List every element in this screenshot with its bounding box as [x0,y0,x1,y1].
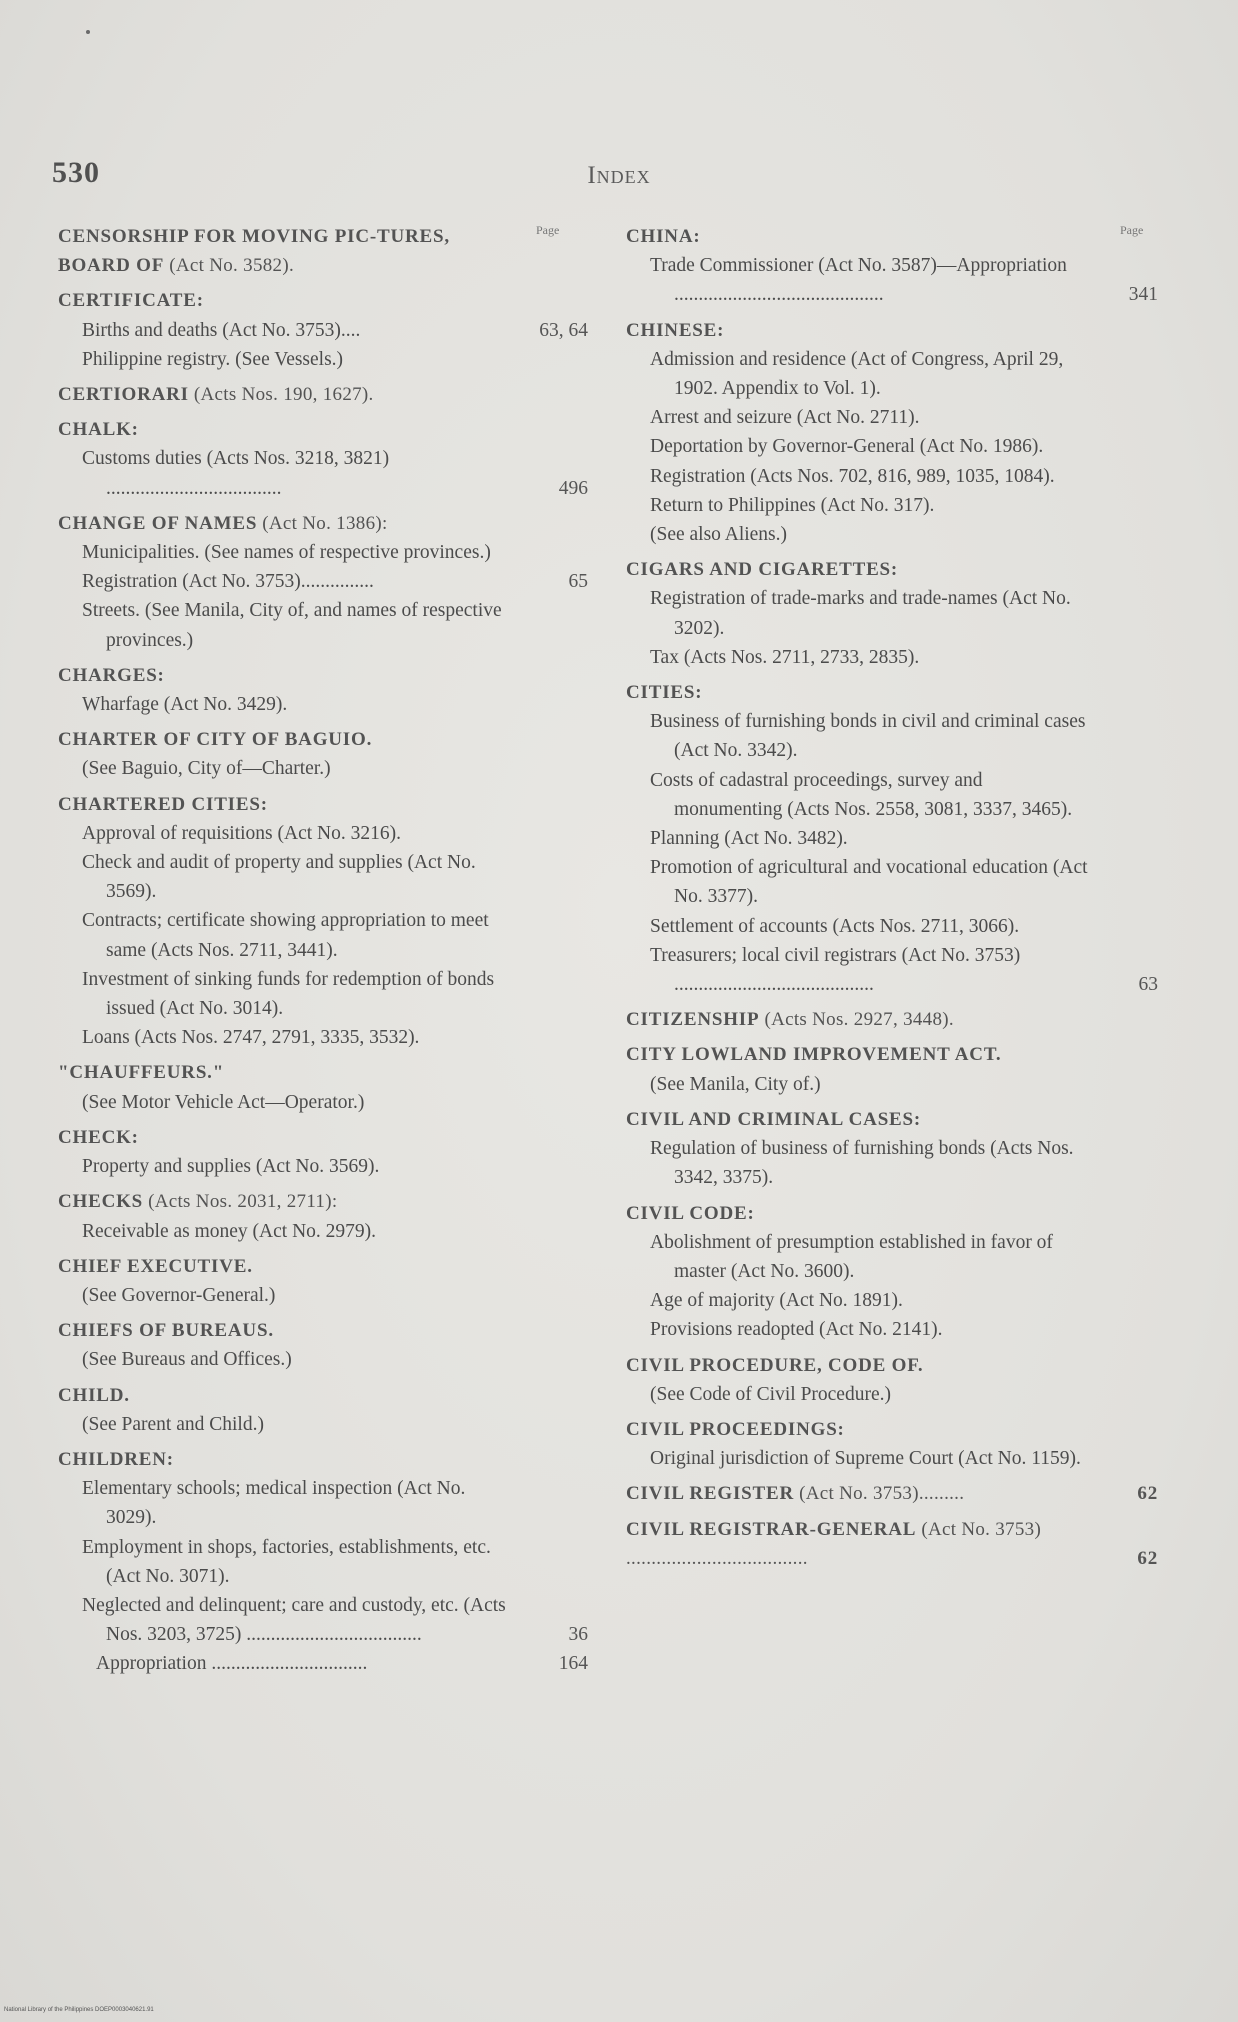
page-reference: 341 [1128,284,1158,306]
entry-text: Registration (Acts Nos. 702, 816, 989, 1035, 1084). [650,465,1055,487]
entry-text: (See also Aliens.) [650,524,788,546]
index-subentry [58,567,588,596]
entry-text: Wharfage (Act No. 3429). [82,694,288,716]
index-heading [58,661,588,690]
index-subentry [58,1410,588,1439]
index-subentry [626,1070,1158,1099]
index-subentry [626,491,1158,520]
entry-text: CHINA: [626,226,701,247]
entry-text: Settlement of accounts (Acts Nos. 2711, 3066). [650,915,1020,937]
index-heading [626,1040,1158,1069]
entry-text: Costs of cadastral proceedings, survey and monumenting (Acts Nos. 2558, 3081, 3337, 3465). [650,769,1073,820]
entry-text: Receivable as money (Act No. 2979). [82,1220,377,1242]
entry-text: CIVIL REGISTRAR-GENERAL [626,1518,917,1540]
entry-reference: (Act No. 3753) .................................... [626,1518,1042,1569]
entry-text: Age of majority (Act No. 1891). [650,1290,903,1312]
page-reference: 496 [558,477,588,499]
page-column-label: Page [1120,223,1144,237]
entry-text: CIGARS AND CIGARETTES: [626,559,899,581]
entry-text: CITIZENSHIP [626,1009,760,1031]
entry-text: Employment in shops, factories, establishments, etc. (Act No. 3071). [82,1536,491,1587]
entry-text: Regulation of business of furnishing bonds (Acts Nos. 3342, 3375). [650,1138,1074,1189]
entry-text: CIVIL AND CRIMINAL CASES: [626,1108,922,1130]
entry-text: CHILD. [58,1384,130,1406]
entry-reference: (Acts Nos. 2031, 2711): [143,1191,338,1213]
index-heading [58,1058,588,1087]
entry-text: CERTIFICATE: [58,290,204,312]
entry-text: Contracts; certificate showing appropriation to meet same (Acts Nos. 2711, 3441). [82,910,489,961]
index-heading [626,555,1158,584]
entry-text: CHILDREN: [58,1448,174,1470]
entry-text: Treasurers; local civil registrars (Act No. 3753) ......................................... [650,944,1021,996]
entry-text: Registration (Act No. 3753)............... [82,571,374,593]
page-reference: 63 [1138,974,1158,996]
entry-text: Municipalities. (See names of respective provinces.) [82,542,491,564]
index-subentry [58,444,588,502]
entry-text: Customs duties (Acts Nos. 3218, 3821) .................................... [82,448,390,499]
entry-text: CITY LOWLAND IMPROVEMENT ACT. [626,1044,1002,1066]
entry-text: Neglected and delinquent; care and custody, etc. (Acts Nos. 3203, 3725) .................................... [82,1594,506,1646]
index-heading [626,1005,1158,1034]
index-subentry [58,345,588,374]
left-column [58,222,588,1679]
index-heading [58,1316,588,1345]
entry-reference: (Act No. 1386): [257,512,388,534]
running-head: Index [587,162,651,189]
index-subentry [58,848,588,906]
index-subentry [58,690,588,719]
entry-text: (See Manila, City of.) [650,1073,821,1095]
entry-text: Investment of sinking funds for redemption of bonds issued (Act No. 3014). [82,968,495,1020]
index-subentry [58,965,588,1023]
index-subentry [626,941,1158,999]
entry-reference: (Acts Nos. 2927, 3448). [759,1009,954,1031]
index-subentry [58,1533,588,1591]
entry-text: CHARGES: [58,664,165,686]
entry-text: Property and supplies (Act No. 3569). [82,1156,380,1178]
index-subentry [626,251,1158,309]
index-heading [58,1252,588,1281]
entry-text: Arrest and seizure (Act No. 2711). [650,407,920,429]
entry-text: CHECKS [58,1191,144,1213]
index-subentry [58,1152,588,1181]
entry-text: Births and deaths (Act No. 3753).... [82,319,361,341]
entry-text: CITIES: [626,682,703,704]
index-subentry [626,853,1158,911]
page-reference: 164 [558,1653,588,1675]
entry-text: (See Parent and Child.) [82,1413,264,1435]
index-subentry [58,1649,588,1678]
index-subentry [58,1345,588,1374]
index-subentry [58,1591,588,1649]
index-subentry [626,824,1158,853]
index-subentry [58,1217,588,1246]
index-heading [626,1351,1158,1380]
entry-text: CHARTERED CITIES: [58,793,268,815]
index-heading [626,222,1158,251]
entry-text: Registration of trade-marks and trade-names (Act No. 3202). [650,588,1071,639]
index-heading [626,1479,1158,1508]
index-subentry [626,520,1158,549]
entry-text: Provisions readopted (Act No. 2141). [650,1319,943,1341]
index-subentry [58,1474,588,1532]
entry-text: Loans (Acts Nos. 2747, 2791, 3335, 3532). [82,1027,420,1049]
index-subentry [626,1228,1158,1286]
entry-text: (See Code of Civil Procedure.) [650,1383,891,1405]
entry-text: Appropriation ................................ [96,1653,368,1675]
index-heading [58,1381,588,1410]
entry-reference: (Act No. 3753)......... [794,1483,965,1505]
index-subentry [58,316,588,345]
entry-text: CHECK: [58,1126,139,1148]
index-subentry [58,1281,588,1310]
index-subentry [58,538,588,567]
index-subentry [58,754,588,783]
entry-text: Admission and residence (Act of Congress, April 29, 1902. Appendix to Vol. 1). [650,348,1064,400]
index-heading [58,1445,588,1474]
entry-text: CHINESE: [626,319,725,341]
index-subentry [626,1315,1158,1344]
index-subentry [58,1023,588,1052]
index-subentry [626,1134,1158,1192]
index-heading [58,790,588,819]
page-column-label: Page [536,223,560,237]
index-subentry [626,345,1158,403]
index-heading [58,415,588,444]
index-subentry [626,912,1158,941]
entry-text: Trade Commissioner (Act No. 3587)—Appropriation ........................................... [650,255,1067,306]
entry-text: Abolishment of presumption established in favor of master (Act No. 3600). [650,1231,1053,1282]
entry-text: CENSORSHIP FOR MOVING PIC-TURES, BOARD OF [58,226,450,277]
index-subentry [626,1444,1158,1473]
index-heading [58,286,588,315]
index-heading [58,509,588,538]
index-heading [626,1515,1158,1573]
index-subentry [626,1380,1158,1409]
index-subentry [626,707,1158,765]
entry-text: Elementary schools; medical inspection (Act No. 3029). [82,1478,466,1529]
entry-text: Business of furnishing bonds in civil and criminal cases (Act No. 3342). [650,711,1086,762]
entry-text: CHIEF EXECUTIVE. [58,1255,253,1277]
entry-text: (See Motor Vehicle Act—Operator.) [82,1091,365,1113]
index-subentry [626,462,1158,491]
index-heading [626,1199,1158,1228]
index-heading [58,380,588,409]
entry-text: Philippine registry. (See Vessels.) [82,348,344,370]
entry-text: CERTIORARI [58,384,189,406]
index-heading [626,678,1158,707]
page-number: 530 [52,156,100,189]
index-subentry [626,1286,1158,1315]
page-reference: 62 [1137,1547,1158,1569]
page-reference: 63, 64 [539,319,588,341]
entry-text: CHARTER OF CITY OF BAGUIO. [58,729,373,751]
entry-text: Deportation by Governor-General (Act No. 1986). [650,436,1044,458]
entry-text: CIVIL PROCEDURE, CODE OF. [626,1354,924,1376]
entry-text: CHALK: [58,419,139,441]
entry-text: (See Governor-General.) [82,1284,276,1306]
index-subentry [58,819,588,848]
entry-text: Promotion of agricultural and vocational education (Act No. 3377). [650,857,1088,908]
scan-speck [86,30,90,34]
index-subentry [626,643,1158,672]
page-reference: 62 [1137,1483,1158,1505]
index-heading [626,1415,1158,1444]
index-subentry [626,403,1158,432]
entry-reference: (Act No. 3582). [164,255,295,277]
entry-text: Approval of requisitions (Act No. 3216). [82,822,401,844]
index-heading [58,222,588,280]
entry-text: "CHAUFFEURS." [58,1062,225,1084]
index-subentry [626,766,1158,824]
entry-text: Return to Philippines (Act No. 317). [650,494,935,516]
index-subentry [58,1088,588,1117]
entry-text: CHIEFS OF BUREAUS. [58,1320,274,1342]
index-subentry [58,596,588,654]
entry-text: Original jurisdiction of Supreme Court (Act No. 1159). [650,1448,1081,1470]
index-heading [626,1105,1158,1134]
entry-text: Tax (Acts Nos. 2711, 2733, 2835). [650,646,920,668]
entry-text: CIVIL PROCEEDINGS: [626,1418,845,1440]
right-entries [626,222,1158,1573]
index-heading [626,316,1158,345]
left-entries [58,222,588,1679]
entry-text: Planning (Act No. 3482). [650,828,848,850]
scan-footer: National Library of the Philippines DOEP0003040621.91 [4,2007,154,2013]
entry-text: (See Baguio, City of—Charter.) [82,758,331,780]
entry-text: CIVIL CODE: [626,1202,755,1224]
entry-reference: (Acts Nos. 190, 1627). [188,384,374,406]
entry-text: CIVIL REGISTER [626,1483,795,1505]
index-subentry [58,906,588,964]
entry-text: (See Bureaus and Offices.) [82,1349,292,1371]
index-subentry [626,584,1158,642]
entry-text: Streets. (See Manila, City of, and names of respective provinces.) [82,600,502,651]
index-subentry [626,432,1158,461]
page-reference: 36 [568,1624,588,1646]
entry-text: CHANGE OF NAMES [58,512,258,534]
page-reference: 65 [568,571,588,593]
index-heading [58,725,588,754]
index-heading [58,1123,588,1152]
right-column [626,222,1158,1573]
index-heading [58,1187,588,1216]
entry-text: Check and audit of property and supplies (Act No. 3569). [82,852,476,903]
